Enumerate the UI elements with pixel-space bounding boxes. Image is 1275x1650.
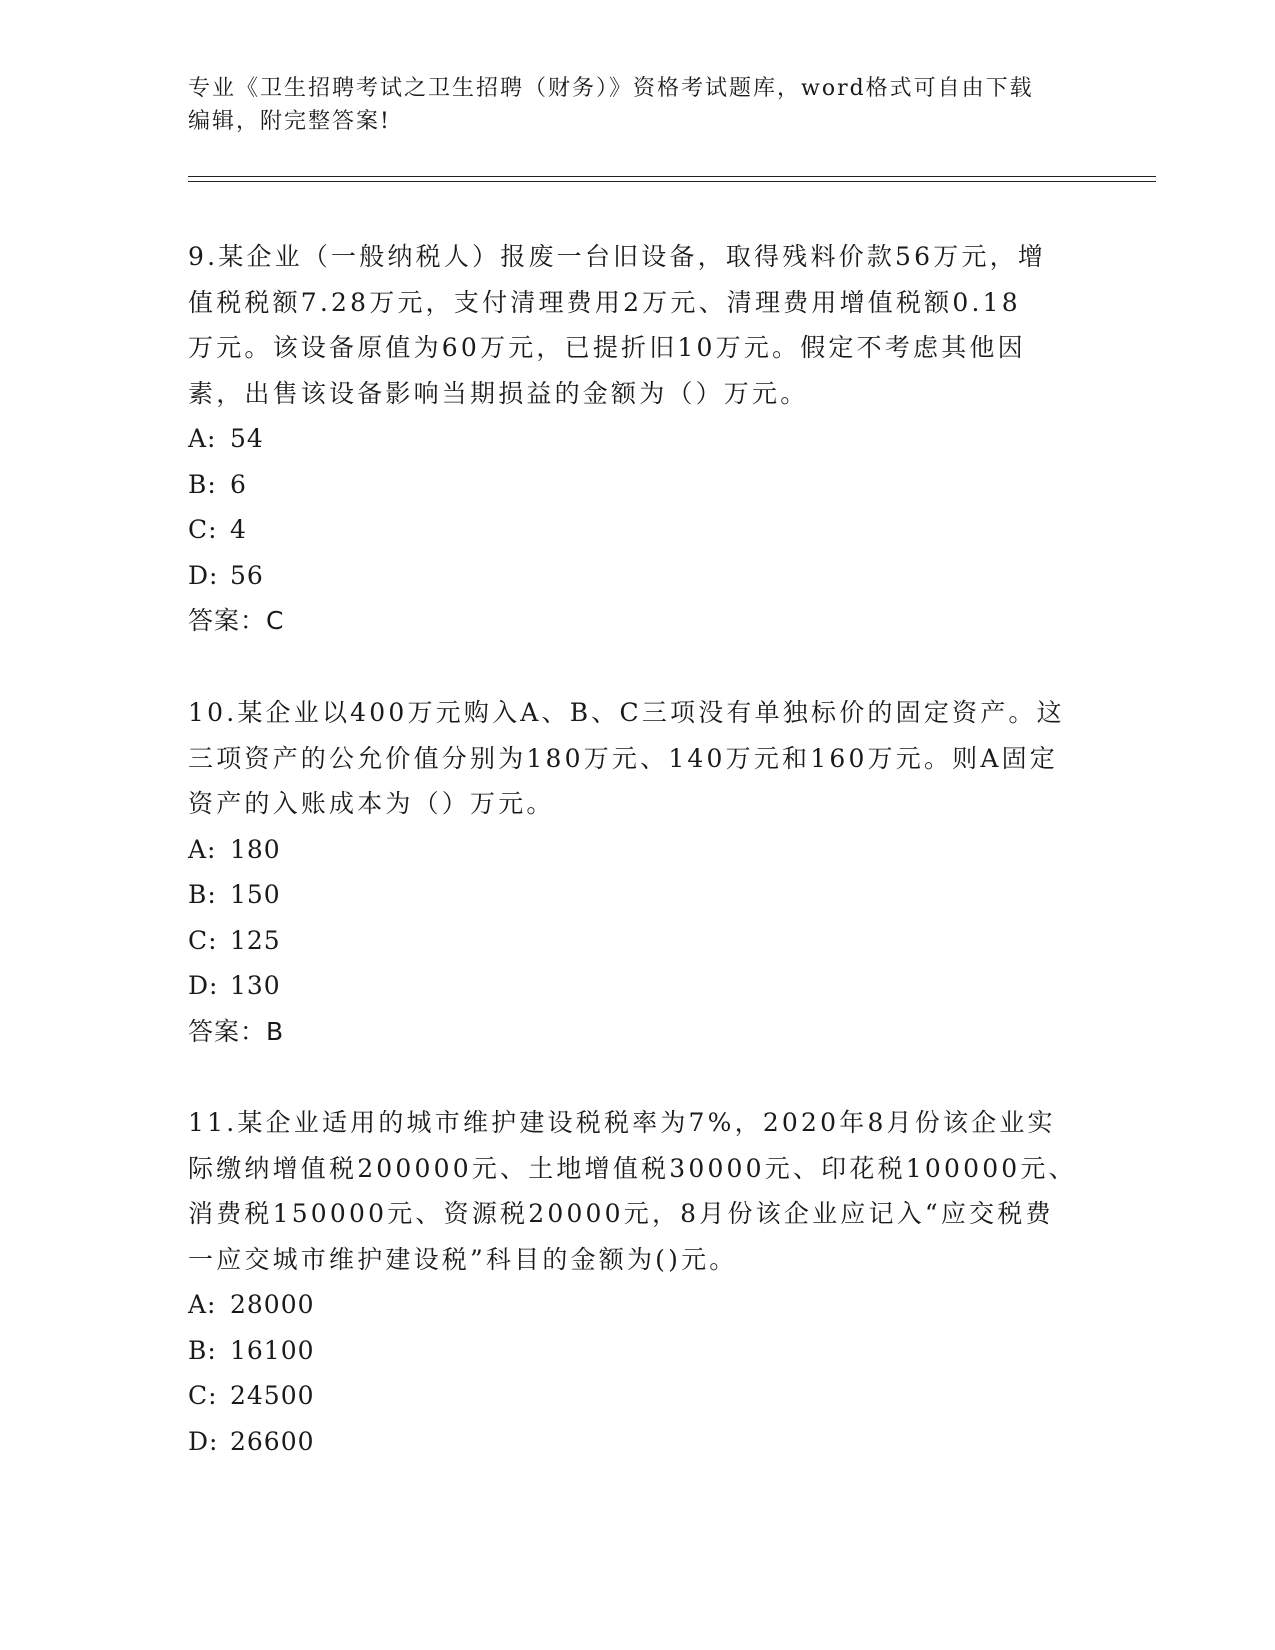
option-d [188, 963, 1088, 1009]
option-key: D: [188, 971, 219, 1000]
question-line: 10.某企业以400万元购入A、B、C三项没有单独标价的固定资产。这 [188, 698, 1065, 727]
option-b [188, 872, 1088, 918]
question-line: 素，出售该设备影响当期损益的金额为（）万元。 [188, 378, 809, 408]
question-line: 万元。该设备原值为60万元，已提折旧10万元。假定不考虑其他因 [188, 333, 1026, 362]
question-text [188, 1100, 1088, 1282]
option-value: 16100 [230, 1335, 315, 1365]
option-a [188, 827, 1088, 873]
header-line-1: 专业《卫生招聘考试之卫生招聘（财务）》资格考试题库，word格式可自由下载 [188, 76, 1034, 101]
option-value: 28000 [230, 1290, 315, 1319]
option-key: C: [188, 515, 218, 544]
question-11 [188, 1100, 1088, 1464]
option-value: 26600 [230, 1426, 315, 1456]
option-key: C: [188, 925, 218, 955]
option-value: 56 [230, 560, 264, 590]
header-divider-bottom [188, 181, 1156, 182]
question-text [188, 234, 1088, 416]
question-text [188, 690, 1088, 827]
option-a [188, 1282, 1088, 1328]
header-line-2: 编辑，附完整答案! [188, 109, 391, 134]
question-10 [188, 690, 1088, 1054]
option-key: B: [188, 1335, 217, 1365]
header-divider-top [188, 176, 1156, 177]
option-c [188, 1373, 1088, 1419]
option-key: D: [188, 560, 219, 590]
option-value: 180 [230, 834, 281, 864]
option-key: C: [188, 1381, 218, 1410]
option-b [188, 1328, 1088, 1374]
question-line: 值税税额7.28万元，支付清理费用2万元、清理费用增值税额0.18 [188, 287, 1021, 317]
question-line: 11.某企业适用的城市维护建设税税率为7%，2020年8月份该企业实 [188, 1108, 1056, 1137]
answer-label: 答案：C [188, 606, 285, 635]
question-line: 际缴纳增值税200000元、土地增值税30000元、印花税100000元、 [188, 1153, 1077, 1183]
option-key: D: [188, 1426, 219, 1456]
option-value: 24500 [230, 1381, 315, 1410]
option-value: 125 [230, 925, 281, 955]
option-key: A: [188, 1290, 217, 1319]
option-d [188, 1419, 1088, 1465]
document-header [188, 72, 1088, 138]
option-key: A: [188, 834, 217, 864]
option-value: 6 [230, 469, 247, 499]
option-c [188, 507, 1088, 553]
question-line: 消费税150000元、资源税20000元，8月份该企业应记入“应交税费 [188, 1199, 1054, 1228]
question-line: 9.某企业（一般纳税人）报废一台旧设备，取得残料价款56万元，增 [188, 242, 1047, 271]
option-key: B: [188, 469, 217, 499]
option-c [188, 918, 1088, 964]
question-9 [188, 234, 1088, 644]
option-value: 54 [230, 424, 264, 453]
question-line: 资产的入账成本为（）万元。 [188, 789, 555, 818]
option-b [188, 462, 1088, 508]
question-line: 三项资产的公允价值分别为180万元、140万元和160万元。则A固定 [188, 743, 1059, 773]
question-line: 一应交城市维护建设税”科目的金额为()元。 [188, 1244, 738, 1274]
option-key: A: [188, 424, 217, 453]
option-value: 150 [230, 880, 281, 909]
option-a [188, 416, 1088, 462]
option-value: 130 [230, 971, 281, 1000]
answer-label: 答案：B [188, 1016, 285, 1046]
option-key: B: [188, 880, 217, 909]
option-value: 4 [230, 515, 247, 544]
option-d [188, 553, 1088, 599]
